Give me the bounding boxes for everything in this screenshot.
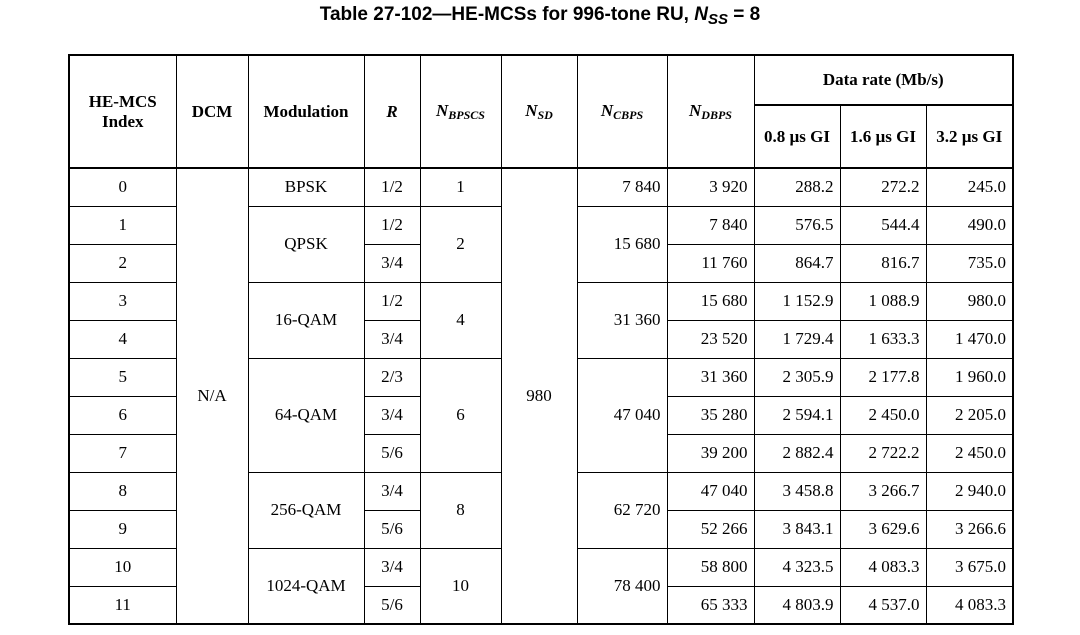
cell-r: 1/2 [364, 168, 420, 206]
cell-rate-gi-3-2: 4 083.3 [926, 586, 1013, 624]
caption-nss-subscript: SS [707, 11, 728, 28]
cell-modulation: BPSK [248, 168, 364, 206]
cell-rate-gi-0-8: 864.7 [754, 244, 840, 282]
cell-nbpscs: 2 [420, 206, 501, 282]
cell-r: 3/4 [364, 320, 420, 358]
cell-rate-gi-3-2: 245.0 [926, 168, 1013, 206]
cell-rate-gi-3-2: 735.0 [926, 244, 1013, 282]
cell-rate-gi-1-6: 2 450.0 [840, 396, 926, 434]
cell-rate-gi-0-8: 3 458.8 [754, 472, 840, 510]
cell-nbpscs: 10 [420, 548, 501, 624]
cell-r: 1/2 [364, 282, 420, 320]
cell-rate-gi-1-6: 2 177.8 [840, 358, 926, 396]
header-ncbps: $N_{CBPS}$ [577, 55, 667, 168]
header-gi-1-6: 1.6 µs GI [840, 105, 926, 168]
cell-rate-gi-3-2: 3 675.0 [926, 548, 1013, 586]
cell-r: 5/6 [364, 510, 420, 548]
cell-index: 8 [69, 472, 176, 510]
cell-ndbps: 7 840 [667, 206, 754, 244]
cell-r: 3/4 [364, 244, 420, 282]
cell-modulation: 1024-QAM [248, 548, 364, 624]
cell-r: 1/2 [364, 206, 420, 244]
cell-rate-gi-3-2: 1 470.0 [926, 320, 1013, 358]
cell-ncbps: 62 720 [577, 472, 667, 548]
cell-rate-gi-0-8: 3 843.1 [754, 510, 840, 548]
cell-rate-gi-1-6: 2 722.2 [840, 434, 926, 472]
cell-index: 6 [69, 396, 176, 434]
cell-ndbps: 58 800 [667, 548, 754, 586]
cell-ndbps: 3 920 [667, 168, 754, 206]
cell-rate-gi-1-6: 4 537.0 [840, 586, 926, 624]
cell-ncbps: 15 680 [577, 206, 667, 282]
cell-rate-gi-0-8: 2 882.4 [754, 434, 840, 472]
cell-rate-gi-3-2: 1 960.0 [926, 358, 1013, 396]
cell-r: 2/3 [364, 358, 420, 396]
cell-index: 1 [69, 206, 176, 244]
cell-index: 11 [69, 586, 176, 624]
header-he-mcs-index: HE-MCS Index [69, 55, 176, 168]
cell-ndbps: 11 760 [667, 244, 754, 282]
cell-ncbps: 7 840 [577, 168, 667, 206]
cell-rate-gi-1-6: 272.2 [840, 168, 926, 206]
cell-ndbps: 23 520 [667, 320, 754, 358]
cell-r: 5/6 [364, 586, 420, 624]
header-gi-3-2: 3.2 µs GI [926, 105, 1013, 168]
cell-rate-gi-1-6: 1 633.3 [840, 320, 926, 358]
header-dcm: DCM [176, 55, 248, 168]
cell-rate-gi-1-6: 544.4 [840, 206, 926, 244]
cell-index: 2 [69, 244, 176, 282]
cell-rate-gi-1-6: 4 083.3 [840, 548, 926, 586]
cell-rate-gi-3-2: 980.0 [926, 282, 1013, 320]
cell-rate-gi-0-8: 4 803.9 [754, 586, 840, 624]
table-row [69, 168, 1013, 206]
header-modulation: Modulation [248, 55, 364, 168]
header-gi-0-8: 0.8 µs GI [754, 105, 840, 168]
cell-ncbps: 78 400 [577, 548, 667, 624]
he-mcs-table [68, 54, 1014, 625]
cell-rate-gi-0-8: 4 323.5 [754, 548, 840, 586]
header-ndbps: $N_{DBPS}$ [667, 55, 754, 168]
cell-nbpscs: 4 [420, 282, 501, 358]
cell-modulation: 256-QAM [248, 472, 364, 548]
caption-suffix: = 8 [727, 4, 761, 25]
cell-rate-gi-3-2: 490.0 [926, 206, 1013, 244]
cell-rate-gi-0-8: 1 152.9 [754, 282, 840, 320]
cell-rate-gi-0-8: 288.2 [754, 168, 840, 206]
cell-index: 7 [69, 434, 176, 472]
cell-ncbps: 31 360 [577, 282, 667, 358]
table-caption [0, 4, 1080, 28]
cell-nbpscs: 1 [420, 168, 501, 206]
cell-index: 10 [69, 548, 176, 586]
cell-rate-gi-0-8: 576.5 [754, 206, 840, 244]
caption-nss-symbol: N [694, 4, 708, 25]
cell-ndbps: 65 333 [667, 586, 754, 624]
cell-r: 3/4 [364, 548, 420, 586]
cell-index: 3 [69, 282, 176, 320]
cell-ncbps: 47 040 [577, 358, 667, 472]
cell-ndbps: 15 680 [667, 282, 754, 320]
cell-rate-gi-1-6: 3 629.6 [840, 510, 926, 548]
header-nbpscs: $N_{BPSCS}$ [420, 55, 501, 168]
cell-ndbps: 52 266 [667, 510, 754, 548]
cell-rate-gi-0-8: 2 305.9 [754, 358, 840, 396]
cell-rate-gi-1-6: 1 088.9 [840, 282, 926, 320]
header-r: R [364, 55, 420, 168]
cell-rate-gi-0-8: 2 594.1 [754, 396, 840, 434]
cell-r: 3/4 [364, 472, 420, 510]
cell-nbpscs: 6 [420, 358, 501, 472]
cell-r: 3/4 [364, 396, 420, 434]
cell-rate-gi-3-2: 3 266.6 [926, 510, 1013, 548]
cell-ndbps: 31 360 [667, 358, 754, 396]
cell-modulation: 16-QAM [248, 282, 364, 358]
cell-ndbps: 39 200 [667, 434, 754, 472]
header-data-rate: Data rate (Mb/s) [754, 55, 1013, 105]
cell-nbpscs: 8 [420, 472, 501, 548]
cell-index: 5 [69, 358, 176, 396]
cell-modulation: 64-QAM [248, 358, 364, 472]
cell-rate-gi-1-6: 816.7 [840, 244, 926, 282]
cell-rate-gi-3-2: 2 940.0 [926, 472, 1013, 510]
cell-dcm: N/A [176, 168, 248, 624]
cell-r: 5/6 [364, 434, 420, 472]
cell-rate-gi-1-6: 3 266.7 [840, 472, 926, 510]
cell-index: 4 [69, 320, 176, 358]
cell-index: 9 [69, 510, 176, 548]
cell-rate-gi-3-2: 2 450.0 [926, 434, 1013, 472]
cell-rate-gi-0-8: 1 729.4 [754, 320, 840, 358]
cell-modulation: QPSK [248, 206, 364, 282]
cell-nsd: 980 [501, 168, 577, 624]
caption-text: Table 27-102—HE-MCSs for 996-tone RU, [319, 4, 695, 25]
cell-ndbps: 35 280 [667, 396, 754, 434]
header-nsd: $N_{SD}$ [501, 55, 577, 168]
cell-index: 0 [69, 168, 176, 206]
cell-rate-gi-3-2: 2 205.0 [926, 396, 1013, 434]
cell-ndbps: 47 040 [667, 472, 754, 510]
